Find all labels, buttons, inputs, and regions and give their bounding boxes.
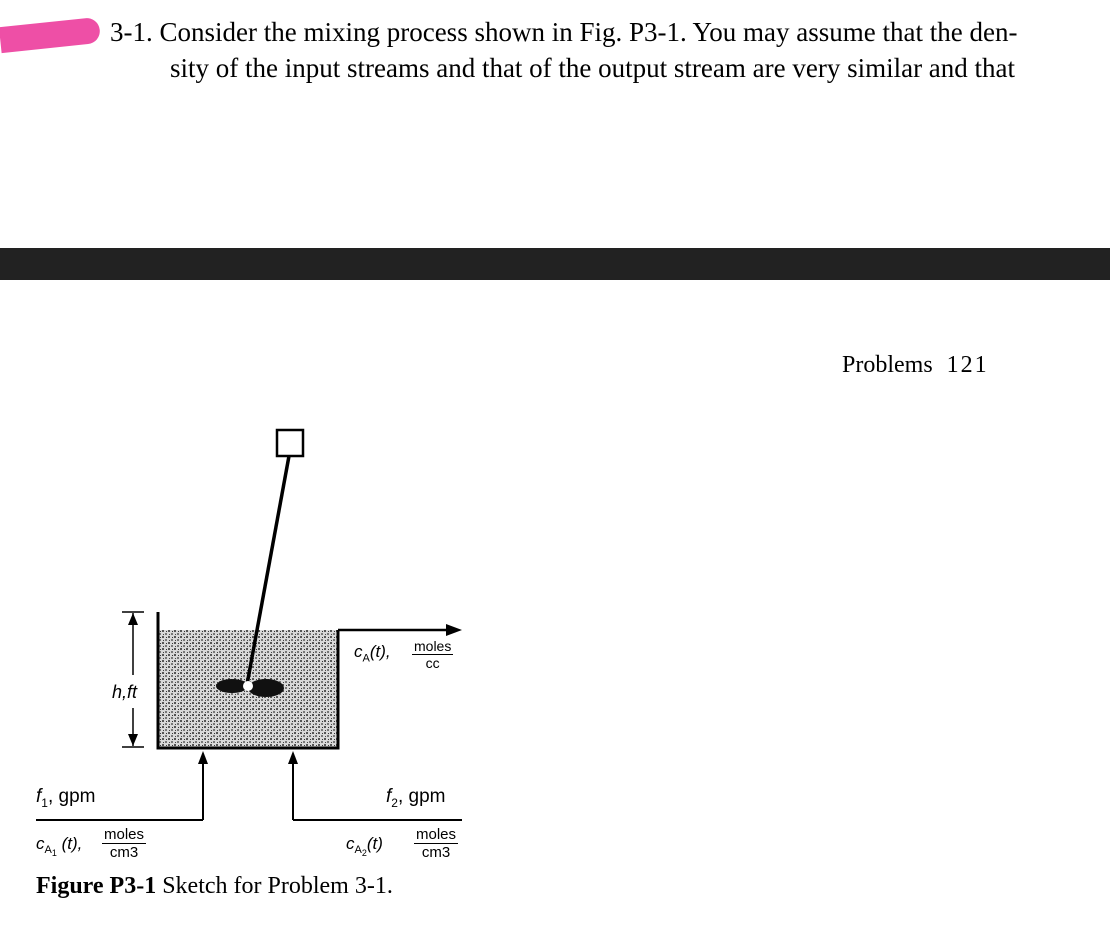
problem-line-1: 3-1. Consider the mixing process shown in Fig. P3-1. You may assume that the den- (110, 17, 1018, 47)
inlet-2-conc-label (346, 834, 383, 859)
height-label: h,ft (112, 682, 138, 702)
inlet-2-conc-arg: (t) (366, 834, 383, 853)
problem-line-2: sity of the input streams and that of the output stream are very similar and that (170, 53, 1016, 83)
outlet-conc-sub: A (362, 652, 370, 665)
outlet-units-den: cc (425, 655, 440, 671)
height-down-arrow-icon (128, 734, 138, 746)
inlet-2-flow-symbol: f (386, 786, 392, 807)
outlet-units (412, 638, 453, 671)
outlet-units-num: moles (414, 638, 452, 654)
figure-caption (36, 873, 393, 900)
inlet-1-conc-arg: (t), (61, 834, 83, 853)
impeller-hub (243, 681, 253, 691)
inlet-2-units (414, 826, 458, 861)
inlet-1-units (102, 826, 146, 861)
outlet-concentration-label (354, 642, 391, 664)
inlet-2-flow-sub: 2 (391, 795, 398, 810)
inlet-2-units-num: moles (416, 826, 457, 843)
inlet-2-conc-subsub: 2 (361, 848, 367, 859)
figure-caption-id: Figure P3-1 (36, 873, 157, 899)
outlet-conc-arg: (t), (369, 642, 391, 661)
inlet-2-arrow-icon (288, 751, 298, 764)
inlet-1-units-den: cm3 (109, 844, 139, 861)
inlet-2-units-den: cm3 (421, 844, 451, 861)
page-number: 121 (946, 352, 989, 378)
figure-caption-text: Sketch for Problem 3-1. (156, 873, 393, 899)
inlet-1-conc-symbol: c (36, 834, 45, 853)
inlet-2-flow-units: , gpm (397, 786, 446, 807)
impeller-blade-right (248, 679, 284, 697)
inlet-1-flow-units: , gpm (47, 786, 96, 807)
inlet-1-conc-sub: A (44, 844, 52, 857)
height-up-arrow-icon (128, 613, 138, 625)
inlet-1-conc-subsub: 1 (51, 848, 57, 859)
motor-box (277, 430, 303, 456)
inlet-1-flow-label (36, 786, 96, 810)
inlet-1-flow-symbol: f (36, 786, 42, 807)
inlet-1-flow-sub: 1 (41, 795, 48, 810)
inlet-2-conc-sub: A (354, 844, 362, 857)
inlet-1-units-num: moles (104, 826, 145, 843)
inlet-1-conc-label (36, 834, 82, 859)
outlet-arrow-icon (446, 624, 462, 636)
inlet-2-conc-symbol: c (346, 834, 355, 853)
outlet-conc-symbol: c (354, 642, 363, 661)
inlet-1-arrow-icon (198, 751, 208, 764)
running-head-label: Problems (842, 352, 933, 378)
inlet-2-flow-label (386, 786, 446, 810)
